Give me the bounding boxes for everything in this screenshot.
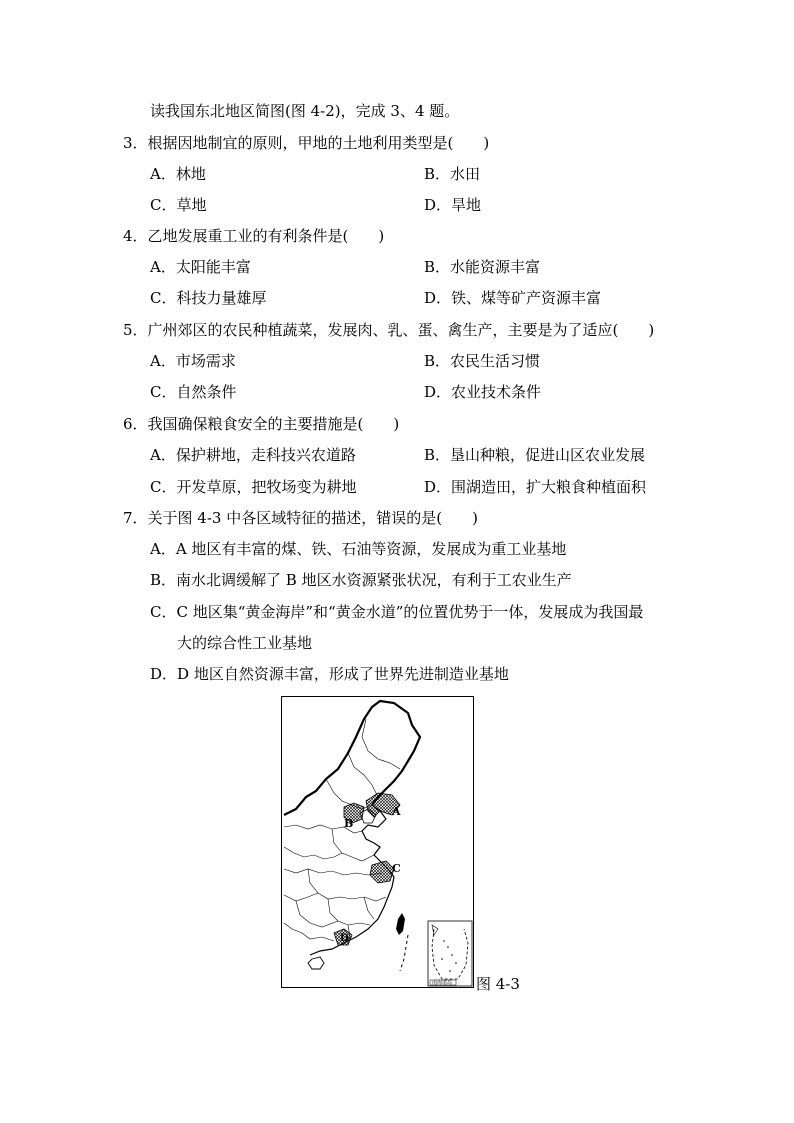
question-5-stem: 5．广州郊区的农民种植蔬菜，发展肉、乳、蛋、禽生产，主要是为了适应( ) bbox=[123, 321, 655, 339]
question-6-option-d: D．围湖造田，扩大粮食种植面积 bbox=[424, 478, 647, 496]
taiwan-island bbox=[396, 913, 405, 935]
question-7-option-b: B．南水北调缓解了 B 地区水资源紧张状况，有利于工农业生产 bbox=[150, 571, 572, 589]
question-6-option-a: A．保护耕地，走科技兴农道路 bbox=[150, 446, 356, 464]
figure-caption: 图 4-3 bbox=[476, 975, 520, 993]
question-4-option-d: D．铁、煤等矿产资源丰富 bbox=[424, 289, 602, 307]
china-east-map-figure bbox=[281, 696, 474, 988]
question-3-option-b: B．水田 bbox=[424, 165, 481, 183]
question-7-option-c-continued: 大的综合性工业基地 bbox=[177, 634, 313, 652]
region-label-a: A bbox=[392, 805, 401, 818]
intro-text: 读我国东北地区简图(图 4-2)，完成 3、4 题。 bbox=[150, 102, 460, 120]
question-7-stem: 7．关于图 4-3 中各区域特征的描述，错误的是( ) bbox=[123, 509, 478, 527]
question-6-option-c: C．开发草原，把牧场变为耕地 bbox=[150, 478, 357, 496]
question-7-option-a: A．A 地区有丰富的煤、铁、石油等资源，发展成为重工业基地 bbox=[150, 540, 567, 558]
region-label-d: D bbox=[340, 933, 349, 944]
question-7-option-d: D．D 地区自然资源丰富，形成了世界先进制造业基地 bbox=[150, 665, 509, 683]
question-4-option-b: B．水能资源丰富 bbox=[424, 258, 541, 276]
question-4-option-a: A．太阳能丰富 bbox=[150, 258, 251, 276]
map-drawing bbox=[282, 697, 473, 987]
question-6-option-b: B．垦山种粮，促进山区农业发展 bbox=[424, 446, 646, 464]
question-3-option-c: C．草地 bbox=[150, 196, 207, 214]
national-border bbox=[284, 701, 420, 815]
question-5-option-a: A．市场需求 bbox=[150, 352, 236, 370]
question-6-stem: 6．我国确保粮食安全的主要措施是( ) bbox=[123, 415, 400, 433]
question-5-option-d: D．农业技术条件 bbox=[424, 383, 542, 401]
question-3-option-d: D．旱地 bbox=[424, 196, 482, 214]
hainan-island bbox=[308, 957, 324, 969]
question-5-option-c: C．自然条件 bbox=[150, 383, 237, 401]
south-china-sea-inset bbox=[428, 921, 472, 986]
question-3-stem: 3．根据因地制宜的原则，甲地的土地利用类型是( ) bbox=[123, 134, 490, 152]
region-label-c: C bbox=[392, 862, 401, 875]
question-5-option-b: B．农民生活习惯 bbox=[424, 352, 541, 370]
region-c-hatch bbox=[370, 861, 394, 883]
region-label-b: B bbox=[344, 817, 354, 830]
question-4-stem: 4．乙地发展重工业的有利条件是( ) bbox=[123, 227, 385, 245]
question-3-option-a: A．林地 bbox=[150, 165, 206, 183]
question-7-option-c: C．C 地区集“黄金海岸”和“黄金水道”的位置优势于一体，发展成为我国最 bbox=[150, 603, 644, 621]
question-4-option-c: C．科技力量雄厚 bbox=[150, 289, 267, 307]
inset-label: 南海诸岛 bbox=[432, 980, 453, 986]
